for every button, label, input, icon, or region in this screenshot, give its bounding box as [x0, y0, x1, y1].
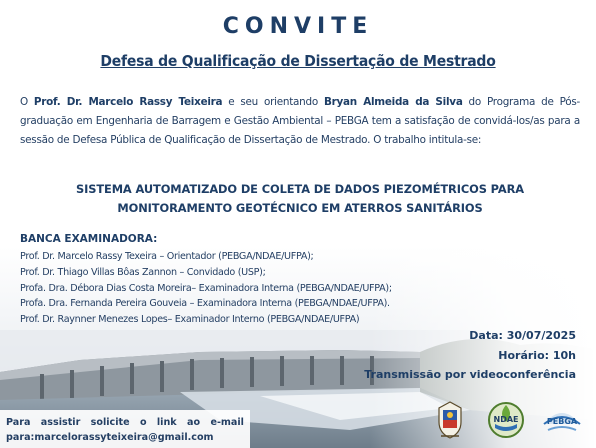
- request-word: link: [156, 417, 177, 428]
- ndae-logo-text: NDAE: [493, 415, 519, 424]
- event-broadcast: Transmissão por videoconferência: [364, 368, 576, 381]
- invitation-subtitle: Defesa de Qualificação de Dissertação de Mestrado: [100, 52, 496, 70]
- request-word: e-mail: [210, 417, 244, 428]
- committee-member: Prof. Dr. Raynner Menezes Lopes– Examinador Interno (PEBGA/NDAE/UFPA): [20, 314, 360, 326]
- event-details: [364, 326, 576, 385]
- institution-logos: [428, 400, 584, 440]
- committee-member: Profa. Dra. Débora Dias Costa Moreira– Examinadora Interna (PEBGA/NDAE/UFPA);: [20, 282, 392, 294]
- committee-member: Profa. Dra. Fernanda Pereira Gouveia – Examinadora Interna (PEBGA/NDAE/UFPA).: [20, 298, 390, 310]
- intro-paragraph: [20, 93, 580, 150]
- ndae-logo: [484, 400, 528, 440]
- request-word: solicite: [90, 417, 130, 428]
- intro-text-1: O: [20, 96, 34, 108]
- student-name: Bryan Almeida da Silva: [323, 96, 463, 108]
- request-word: Para: [6, 417, 31, 428]
- pebga-logo-text: PEBGA: [546, 417, 578, 426]
- ufpa-crest-logo: [428, 400, 472, 440]
- event-time: Horário: 10h: [498, 348, 576, 362]
- event-date: Data: 30/07/2025: [469, 329, 576, 342]
- intro-text-3: do Programa de Pós-graduação em Engenharia de Barragem e Gestão Ambiental – PEBGA tem a satisfação de convidá-los/as para a sessão de Defesa Pública de Qualificação de Dissertação de Mestrado. O trabalho intitula-se:: [20, 96, 580, 146]
- committee-member: Prof. Dr. Marcelo Rassy Texeira – Orientador (PEBGA/NDAE/UFPA);: [20, 251, 314, 262]
- committee-member: Prof. Dr. Thiago Villas Bôas Zannon – Convidado (USP);: [20, 266, 266, 278]
- invitation-title: CONVITE: [222, 14, 374, 39]
- contact-email[interactable]: para:marcelorassyteixeira@gmail.com: [6, 432, 214, 443]
- request-word: assistir: [40, 417, 81, 428]
- access-request-line: [6, 415, 244, 430]
- committee-list: [20, 249, 460, 328]
- access-request-box: [0, 410, 250, 448]
- intro-text-2: e seu orientando: [222, 96, 324, 108]
- request-word: ao: [187, 417, 201, 428]
- committee-heading: BANCA EXAMINADORA:: [20, 233, 158, 245]
- request-word: o: [139, 417, 147, 428]
- pebga-logo: [540, 400, 584, 440]
- thesis-title: SISTEMA AUTOMATIZADO DE COLETA DE DADOS PIEZOMÉTRICOS PARA MONITORAMENTO GEOTÉCNICO EM ATERROS SANITÁRIOS: [76, 182, 524, 215]
- advisor-name: Prof. Dr. Marcelo Rassy Teixeira: [33, 96, 223, 108]
